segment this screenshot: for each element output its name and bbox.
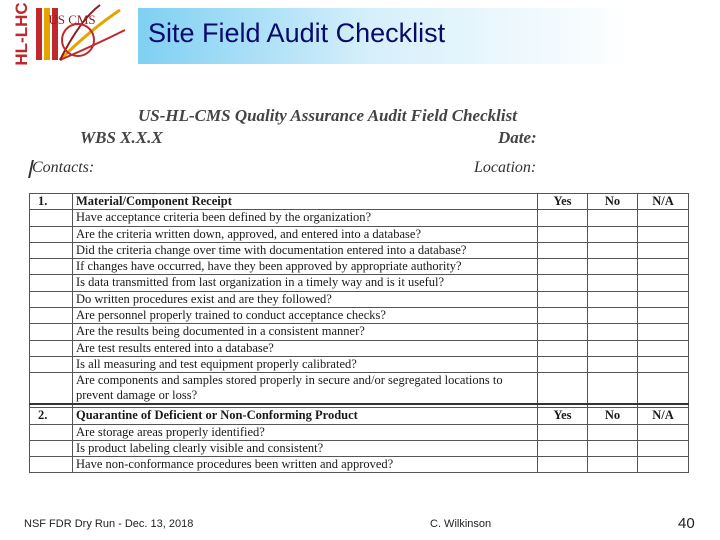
no-cell[interactable] bbox=[588, 242, 638, 258]
logo-text: US CMS bbox=[48, 12, 96, 27]
checklist-question: Are test results entered into a database? bbox=[73, 340, 538, 356]
checklist-question: Have acceptance criteria been defined by the organization? bbox=[73, 210, 538, 226]
audit-checklist-table bbox=[29, 193, 689, 473]
no-cell[interactable] bbox=[588, 457, 638, 473]
na-cell[interactable] bbox=[638, 308, 689, 324]
no-cell[interactable] bbox=[588, 291, 638, 307]
checklist-row bbox=[30, 291, 689, 307]
no-cell[interactable] bbox=[588, 373, 638, 405]
yes-cell[interactable] bbox=[538, 324, 588, 340]
na-cell[interactable] bbox=[638, 291, 689, 307]
checklist-row bbox=[30, 340, 689, 356]
yes-cell[interactable] bbox=[538, 275, 588, 291]
checklist-row bbox=[30, 226, 689, 242]
yes-cell[interactable] bbox=[538, 259, 588, 275]
yes-cell[interactable] bbox=[538, 210, 588, 226]
wbs-label: WBS X.X.X bbox=[80, 128, 163, 147]
no-cell[interactable] bbox=[588, 308, 638, 324]
na-cell[interactable] bbox=[638, 226, 689, 242]
checklist-question: Did the criteria change over time with documentation entered into a database? bbox=[73, 242, 538, 258]
checklist-question: Is product labeling clearly visible and consistent? bbox=[73, 440, 538, 456]
na-column-header: N/A bbox=[638, 408, 689, 424]
checklist-row bbox=[30, 457, 689, 473]
yes-cell[interactable] bbox=[538, 242, 588, 258]
checklist-question: Have non-conformance procedures been written and approved? bbox=[73, 457, 538, 473]
yes-column-header: Yes bbox=[538, 194, 588, 210]
yes-cell[interactable] bbox=[538, 226, 588, 242]
checklist-row bbox=[30, 275, 689, 291]
checklist-question: Are personnel properly trained to conduct acceptance checks? bbox=[73, 308, 538, 324]
na-cell[interactable] bbox=[638, 424, 689, 440]
section-title: Material/Component Receipt bbox=[73, 194, 538, 210]
yes-column-header: Yes bbox=[538, 408, 588, 424]
na-cell[interactable] bbox=[638, 259, 689, 275]
yes-cell[interactable] bbox=[538, 291, 588, 307]
section-title: Quarantine of Deficient or Non-Conforming Product bbox=[73, 408, 538, 424]
checklist-question: Is all measuring and test equipment properly calibrated? bbox=[73, 356, 538, 372]
section-number: 1. bbox=[30, 194, 73, 210]
na-cell[interactable] bbox=[638, 210, 689, 226]
checklist-question: Are components and samples stored properly in secure and/or segregated locations to prevent damage or loss? bbox=[73, 373, 538, 405]
section-header-row bbox=[30, 194, 689, 210]
checklist-row bbox=[30, 210, 689, 226]
us-cms-logo bbox=[0, 0, 135, 68]
na-cell[interactable] bbox=[638, 373, 689, 405]
na-cell[interactable] bbox=[638, 275, 689, 291]
yes-cell[interactable] bbox=[538, 440, 588, 456]
contacts-label: Contacts: bbox=[32, 159, 95, 176]
yes-cell[interactable] bbox=[538, 308, 588, 324]
no-cell[interactable] bbox=[588, 424, 638, 440]
yes-cell[interactable] bbox=[538, 373, 588, 405]
checklist-row bbox=[30, 424, 689, 440]
yes-cell[interactable] bbox=[538, 356, 588, 372]
no-cell[interactable] bbox=[588, 324, 638, 340]
checklist-question: Are the results being documented in a consistent manner? bbox=[73, 324, 538, 340]
na-cell[interactable] bbox=[638, 440, 689, 456]
no-cell[interactable] bbox=[588, 226, 638, 242]
yes-cell[interactable] bbox=[538, 424, 588, 440]
no-column-header: No bbox=[588, 408, 638, 424]
no-cell[interactable] bbox=[588, 259, 638, 275]
checklist-row bbox=[30, 440, 689, 456]
checklist-row bbox=[30, 259, 689, 275]
na-column-header: N/A bbox=[638, 194, 689, 210]
checklist-row bbox=[30, 373, 689, 405]
logo-side-text: HL-LHC bbox=[12, 2, 31, 66]
checklist-question: Is data transmitted from last organization in a timely way and is it useful? bbox=[73, 275, 538, 291]
checklist-question: Are the criteria written down, approved, and entered into a database? bbox=[73, 226, 538, 242]
checklist-question: Are storage areas properly identified? bbox=[73, 424, 538, 440]
na-cell[interactable] bbox=[638, 457, 689, 473]
na-cell[interactable] bbox=[638, 324, 689, 340]
na-cell[interactable] bbox=[638, 356, 689, 372]
checklist-row bbox=[30, 308, 689, 324]
checklist-heading: US-HL-CMS Quality Assurance Audit Field Checklist bbox=[138, 106, 517, 125]
section-header-row bbox=[30, 408, 689, 424]
no-cell[interactable] bbox=[588, 340, 638, 356]
checklist-row bbox=[30, 324, 689, 340]
no-cell[interactable] bbox=[588, 275, 638, 291]
yes-cell[interactable] bbox=[538, 457, 588, 473]
checklist-question: If changes have occurred, have they been approved by appropriate authority? bbox=[73, 259, 538, 275]
checklist-question: Do written procedures exist and are they followed? bbox=[73, 291, 538, 307]
section-number: 2. bbox=[30, 408, 73, 424]
checklist-row bbox=[30, 356, 689, 372]
na-cell[interactable] bbox=[638, 340, 689, 356]
page-title: Site Field Audit Checklist bbox=[148, 18, 446, 48]
yes-cell[interactable] bbox=[538, 340, 588, 356]
na-cell[interactable] bbox=[638, 242, 689, 258]
page-number: 40 bbox=[678, 515, 695, 532]
location-label: Location: bbox=[474, 159, 537, 176]
no-cell[interactable] bbox=[588, 440, 638, 456]
no-cell[interactable] bbox=[588, 210, 638, 226]
footer-event: NSF FDR Dry Run - Dec. 13, 2018 bbox=[24, 518, 194, 530]
footer-author: C. Wilkinson bbox=[430, 518, 492, 530]
no-cell[interactable] bbox=[588, 356, 638, 372]
checklist-row bbox=[30, 242, 689, 258]
no-column-header: No bbox=[588, 194, 638, 210]
date-label: Date: bbox=[498, 128, 537, 147]
